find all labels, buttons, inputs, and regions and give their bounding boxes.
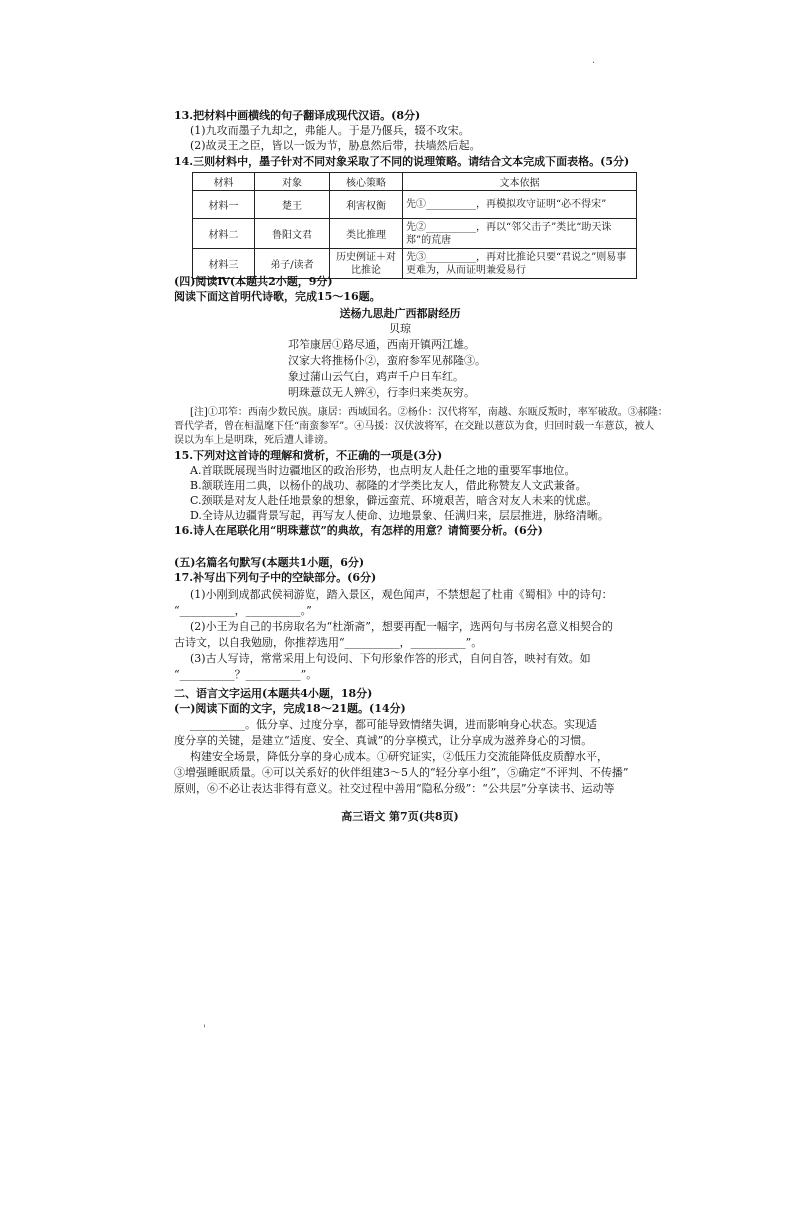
- table-header: 对象: [255, 173, 330, 191]
- poem-line: 象过蒲山云气白，鸡声千户日车红。: [288, 370, 464, 383]
- scan-speck: ·: [592, 58, 596, 69]
- table-header: 文本依据: [403, 173, 637, 191]
- table-cell: 材料一: [193, 191, 255, 219]
- scan-speck: ': [203, 1024, 206, 1035]
- section-5-title: (五)名篇名句默写(本题共1小题，6分): [174, 556, 365, 569]
- table-cell: 利害权衡: [330, 191, 403, 219]
- table-cell: 先①__________，再模拟攻守证明“必不得宋”: [403, 191, 637, 219]
- q17-item-2-blank: 古诗文，以自我勉励，你推荐选用“__________，__________”。: [174, 636, 483, 649]
- q17-item-1-blank: “__________，__________。”: [174, 604, 312, 617]
- table-cell: 材料三: [193, 249, 255, 279]
- q13-sentence-1: (1)九攻而墨子九却之，弗能人。于是乃偃兵，辍不攻宋。: [190, 124, 470, 137]
- section-4-title: (四)阅读Ⅳ(本题共2小题，9分): [174, 275, 333, 288]
- table-cell: 材料二: [193, 219, 255, 249]
- part-2-subtitle: (一)阅读下面的文字，完成18～21题。(14分): [174, 702, 406, 715]
- table-row: [193, 219, 637, 249]
- poem-title: 送杨九思赴广西都尉经历: [339, 307, 461, 320]
- q17-item-1: (1)小刚到成都武侯祠游览，踏入景区，观色闻声，不禁想起了杜甫《蜀相》中的诗句：: [190, 588, 613, 601]
- q15-option-c: C.颈联是对友人赴任地景象的想象，僻远蛮荒、环境艰苦，暗含对友人未来的忧虑。: [190, 494, 598, 507]
- part-2-title: 二、语言文字运用(本题共4小题，18分): [174, 687, 373, 700]
- q13-title: 13.把材料中画横线的句子翻译成现代汉语。(8分): [174, 109, 421, 122]
- poem-note: [注]①邛笮：西南少数民族。康居：西域国名。②杨仆：汉代将军，南越、东瓯反叛时，率军破敌。③郝隆：: [190, 407, 668, 418]
- poem-line: 明珠薏苡无人辨④，行李归来类灰穷。: [288, 386, 475, 399]
- q15-option-d: D.全诗从边疆背景写起，再写友人使命、边地景象、任满归来，层层推进，脉络清晰。: [190, 509, 609, 522]
- table-cell: 弟子/读者: [255, 249, 330, 279]
- page-footer: 高三语文 第7页(共8页): [341, 810, 459, 823]
- q15-option-a: A.首联既展现当时边疆地区的政治形势，也点明友人赴任之地的重要军事地位。: [190, 464, 576, 477]
- table-row: [193, 249, 637, 279]
- q16-title: 16.诗人在尾联化用“明珠薏苡”的典故，有怎样的用意？请简要分析。(6分): [174, 524, 543, 537]
- q15-title: 15.下列对这首诗的理解和赏析，不正确的一项是(3分): [174, 449, 443, 462]
- passage-line: __________。低分享、过度分享，都可能导致情绪失调，进而影响身心状态。实现适: [190, 718, 597, 731]
- table-cell: 类比推理: [330, 219, 403, 249]
- poem-author: 贝琼: [389, 322, 411, 335]
- table-header-row: [193, 173, 637, 191]
- table-header: 材料: [193, 173, 255, 191]
- poem-note: 误以为车上是明珠，死后遭人诽谤。: [174, 435, 334, 446]
- section-4-intro: 阅读下面这首明代诗歌，完成15～16题。: [174, 290, 381, 303]
- q17-item-2: (2)小王为自己的书房取名为“杜渐斋”，想要再配一幅字，选两句与书房名意义相契合的: [190, 620, 613, 633]
- q14-title: 14.三则材料中，墨子针对不同对象采取了不同的说理策略。请结合文本完成下面表格。(5分): [174, 155, 630, 168]
- passage-line: 度分享的关键，是建立“适度、安全、真诚”的分享模式，让分享成为滋养身心的习惯。: [174, 734, 593, 747]
- passage-line: ③增强睡眠质量。④可以关系好的伙伴组建3～5人的“轻分享小组”，⑤确定“不评判、不传播”: [174, 766, 629, 779]
- table-row: [193, 191, 637, 219]
- table-cell: 先③__________，再对比推论只要“君说之”则易事更难为，从而证明兼爱易行: [403, 249, 637, 279]
- table-cell: 先②__________，再以“邻父击子”类比“助天诛郑”的荒唐: [403, 219, 637, 249]
- poem-line: 汉家大将推杨仆②，蛮府参军见郝隆③。: [288, 354, 486, 367]
- q13-sentence-2: (2)故灵王之臣，皆以一饭为节，胁息然后带，扶墙然后起。: [190, 139, 481, 152]
- table-cell: 鲁阳文君: [255, 219, 330, 249]
- passage-line: 原则，⑥不必让表达非得有意义。社交过程中善用“隐私分级”：“公共层”分享读书、运动等: [174, 782, 615, 795]
- table-header: 核心策略: [330, 173, 403, 191]
- passage-line: 构建安全场景，降低分享的身心成本。①研究证实，②低压力交流能降低皮质醇水平，: [190, 750, 608, 763]
- q17-item-3: (3)古人写诗，常常采用上句设问、下句形象作答的形式，自问自答，映衬有效。如: [190, 652, 591, 665]
- table-cell: 历史例证＋对比推论: [330, 249, 403, 279]
- q17-item-3-blank: “__________？__________”。: [174, 668, 318, 681]
- strategy-table: [192, 172, 637, 279]
- q17-title: 17.补写出下列句子中的空缺部分。(6分): [174, 571, 377, 584]
- poem-note: 晋代学者，曾在桓温麾下任“南蛮参军”。④马援：汉伏波将军，在交趾以薏苡为食，归回时载一车薏苡，被人: [174, 421, 655, 432]
- table-cell: 楚王: [255, 191, 330, 219]
- poem-line: 邛笮康居①路尽通，西南开镇两江雄。: [288, 338, 475, 351]
- q15-option-b: B.颔联连用二典，以杨仆的战功、郝隆的才学类比友人，借此称赞友人文武兼备。: [190, 479, 587, 492]
